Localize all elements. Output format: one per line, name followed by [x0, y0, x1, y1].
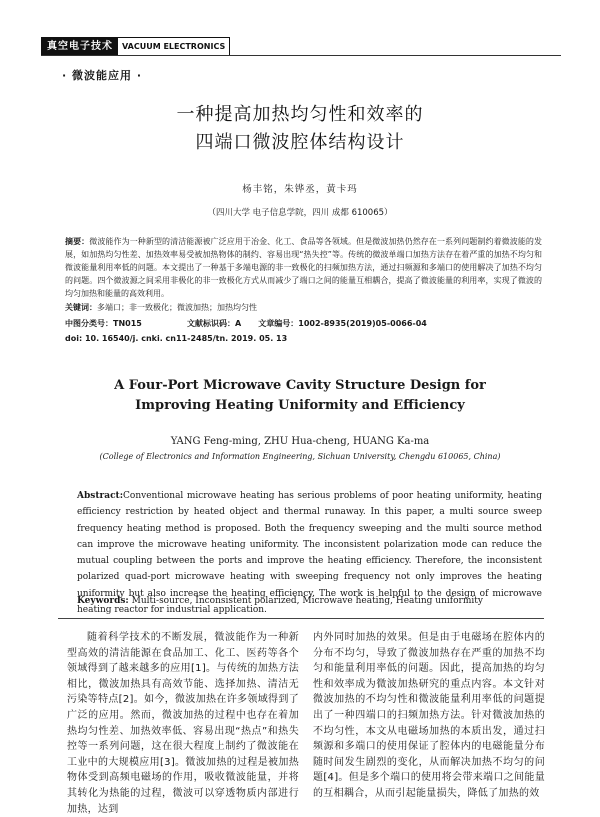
- journal-name-cn: 真空电子技术: [42, 38, 118, 55]
- doi: doi: 10. 16540/j. cnki. cn11-2485/tn. 2019. 05. 13: [65, 334, 288, 343]
- body-column-left: 随着科学技术的不断发展，微波能作为一种新型高效的清洁能源在食品加工、化工、医药等各个领域得到了越来越多的应用[1]。与传统的加热方法相比，微波加热具有高效节能、选择加热、清洁无污染等特点[2]。如今，微波加热在许多领域得到了广泛的应用。然而，微波加热的过程中也存在着加热均匀性差、加热效率低、容易出现“热点”和热失控等一系列问题，这在很大程度上制约了微波能在工业中的大规模应用[3]。微波加热的过程是被加热物体受到高频电磁场的作用，吸收微波能量，并将其转化为热能的过程，微波可以穿透物质内部进行加热，达到: [67, 632, 299, 815]
- abstract-cn-label: 摘要：: [65, 237, 90, 246]
- classification-line: [65, 318, 427, 329]
- section-tag: · 微波能应用 ·: [62, 69, 143, 82]
- abstract-cn: [65, 235, 542, 300]
- doc-code-label: 文献标识码：: [186, 319, 235, 328]
- abstract-cn-text: 微波能作为一种新型的清洁能源被广泛应用于冶金、化工、食品等各领域。但是微波加热仍然存在一系列问题制约着微波能的发展，如加热均匀性差、加热效率易受被加热物体的制约、容易出现“热失控”等。传统的微波单端口加热方法存在着严重的加热不均匀和微波能量利用率低的问题。本文提出了一种基于多端电源的非一致极化的扫频加热方法，通过扫频源和多端口的使用解决了加热不均匀的问题。四个微波源之间采用非极化的非一致极化方式从而减少了端口之间的能量互相耦合，提高了微波能量的利用率，实现了微波的均匀加热和能量的高效利用。: [65, 237, 543, 298]
- keywords-cn-text: 多端口；非一致极化；微波加热；加热均匀性: [97, 303, 257, 312]
- body-column-right: 内外同时加热的效果。但是由于电磁场在腔体内的分布不均匀，导致了微波加热存在严重的加热不均匀和能量利用率低的问题。因此，提高加热的均匀性和效率成为微波加热研究的重点内容。本文针对微波加热的不均匀性和微波能量利用率低的问题提出了一种四端口的扫频加热方法。针对微波加热的不均匀性，本文从电磁场加热的本质出发，通过扫频源和多端口的使用保证了腔体内的电磁能量分布随时间发生剧烈的变化，从而解决加热不均匀的问题[4]。但是多个端口的使用将会带来端口之间能量的互相耦合，从而引起能量损失，降低了加热的效: [313, 632, 545, 799]
- keywords-en: [77, 596, 542, 606]
- journal-name-en: VACUUM ELECTRONICS: [118, 38, 229, 55]
- authors-en: YANG Feng-ming, ZHU Hua-cheng, HUANG Ka-ma: [170, 436, 430, 447]
- abstract-en-text: Conventional microwave heating has serious problems of poor heating uniformity, heating efficiency restriction by heated object and thermal runaway. In this paper, a multi source sweep frequency heating method is proposed. Both the frequency sweeping and the multi source method can improve the microwave heating uniformity. The inconsistent polarization mode can reduce the mutual coupling between the ports and improve the heating efficiency. Therefore, the inconsistent polarized quad-port microwave heating with sweeping frequency not only improves the heating uniformity but also increase the heating efficiency. The work is helpful to the design of microwave heating reactor for industrial application.: [77, 491, 542, 616]
- keywords-en-text: Multi-source, Inconsistent polarized, Microwave heating, Heating uniformity: [131, 596, 483, 606]
- section-divider: [58, 618, 544, 619]
- title-en-line2: Improving Heating Uniformity and Efficiency: [135, 398, 465, 413]
- doc-code-value: A: [234, 319, 242, 328]
- authors-cn: 杨丰铭，朱铧丞，黄卡玛: [242, 184, 358, 195]
- clc-value: TN015: [113, 319, 142, 328]
- keywords-cn: [65, 302, 257, 313]
- clc-label: 中图分类号：: [65, 319, 113, 328]
- journal-badge: [41, 37, 230, 56]
- title-cn-line1: 一种提高加热均匀性和效率的: [176, 104, 424, 125]
- header-divider: [41, 55, 561, 56]
- title-cn-line2: 四端口微波腔体结构设计: [195, 132, 405, 153]
- article-no-label: 文章编号：: [258, 319, 299, 328]
- affiliation-cn: （四川大学 电子信息学院，四川 成都 610065）: [207, 208, 393, 218]
- keywords-cn-label: 关键词：: [65, 303, 97, 312]
- article-no-value: 1002-8935(2019)05-0066-04: [298, 319, 427, 328]
- affiliation-en: (College of Electronics and Information Engineering, Sichuan University, Chengdu 610065, China): [99, 452, 501, 461]
- abstract-en-label: Abstract:: [77, 491, 124, 501]
- title-en-line1: A Four-Port Microwave Cavity Structure Design for: [114, 378, 486, 393]
- keywords-en-label: Keywords:: [77, 596, 129, 606]
